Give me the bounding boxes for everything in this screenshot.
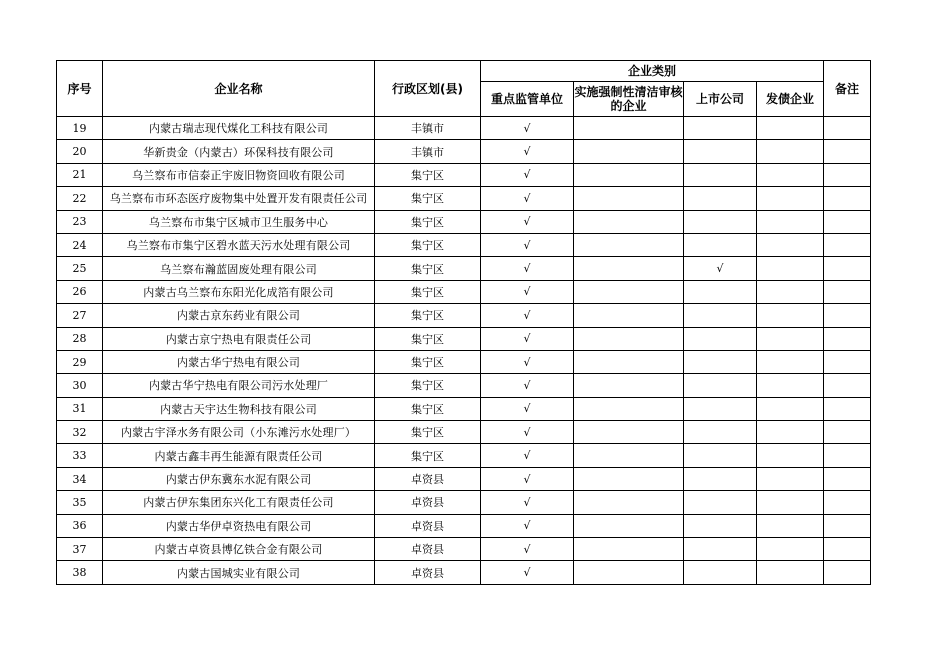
cell-key-monitor: √ [481, 514, 574, 537]
header-category: 企业类别 [481, 61, 824, 82]
cell-district: 集宁区 [375, 304, 481, 327]
cell-name: 内蒙古国城实业有限公司 [103, 561, 375, 584]
header-bond: 发债企业 [757, 82, 824, 117]
cell-clean-audit [574, 327, 684, 350]
cell-bond [757, 280, 824, 303]
cell-listed [684, 444, 757, 467]
cell-remark [824, 421, 871, 444]
cell-seq: 34 [57, 467, 103, 490]
cell-bond [757, 374, 824, 397]
cell-seq: 25 [57, 257, 103, 280]
cell-key-monitor: √ [481, 304, 574, 327]
cell-bond [757, 140, 824, 163]
cell-name: 内蒙古伊东冀东水泥有限公司 [103, 467, 375, 490]
cell-listed [684, 514, 757, 537]
cell-clean-audit [574, 444, 684, 467]
cell-remark [824, 561, 871, 584]
header-clean-audit: 实施强制性清洁审核的企业 [574, 82, 684, 117]
header-key-monitor: 重点监管单位 [481, 82, 574, 117]
cell-clean-audit [574, 140, 684, 163]
table-row [57, 444, 871, 467]
table-row [57, 327, 871, 350]
cell-listed [684, 187, 757, 210]
cell-bond [757, 491, 824, 514]
cell-key-monitor: √ [481, 561, 574, 584]
cell-clean-audit [574, 421, 684, 444]
cell-key-monitor: √ [481, 491, 574, 514]
table-row [57, 467, 871, 490]
cell-seq: 37 [57, 538, 103, 561]
cell-listed [684, 117, 757, 140]
cell-district: 卓资县 [375, 561, 481, 584]
cell-bond [757, 444, 824, 467]
header-district: 行政区划(县) [375, 61, 481, 117]
cell-remark [824, 257, 871, 280]
cell-remark [824, 514, 871, 537]
cell-key-monitor: √ [481, 467, 574, 490]
cell-district: 卓资县 [375, 491, 481, 514]
cell-seq: 29 [57, 350, 103, 373]
cell-key-monitor: √ [481, 374, 574, 397]
cell-key-monitor: √ [481, 233, 574, 256]
cell-remark [824, 491, 871, 514]
cell-seq: 24 [57, 233, 103, 256]
cell-key-monitor: √ [481, 140, 574, 163]
cell-name: 内蒙古瑞志现代煤化工科技有限公司 [103, 117, 375, 140]
cell-remark [824, 210, 871, 233]
cell-remark [824, 163, 871, 186]
cell-district: 卓资县 [375, 467, 481, 490]
cell-district: 集宁区 [375, 421, 481, 444]
table-row [57, 163, 871, 186]
table-body [57, 117, 871, 585]
cell-seq: 38 [57, 561, 103, 584]
cell-bond [757, 233, 824, 256]
cell-remark [824, 187, 871, 210]
cell-name: 乌兰察布市环态医疗废物集中处置开发有限责任公司 [103, 187, 375, 210]
cell-seq: 32 [57, 421, 103, 444]
cell-listed [684, 140, 757, 163]
cell-key-monitor: √ [481, 257, 574, 280]
cell-district: 集宁区 [375, 187, 481, 210]
table-row [57, 514, 871, 537]
table-row [57, 561, 871, 584]
cell-district: 集宁区 [375, 374, 481, 397]
cell-seq: 26 [57, 280, 103, 303]
cell-remark [824, 280, 871, 303]
cell-bond [757, 538, 824, 561]
cell-seq: 19 [57, 117, 103, 140]
cell-listed [684, 538, 757, 561]
table-row [57, 304, 871, 327]
header-remark: 备注 [824, 61, 871, 117]
cell-listed [684, 327, 757, 350]
cell-name: 内蒙古鑫丰再生能源有限责任公司 [103, 444, 375, 467]
cell-seq: 28 [57, 327, 103, 350]
cell-name: 华新贵金（内蒙古）环保科技有限公司 [103, 140, 375, 163]
cell-seq: 22 [57, 187, 103, 210]
cell-bond [757, 421, 824, 444]
table-row [57, 187, 871, 210]
cell-remark [824, 538, 871, 561]
cell-bond [757, 397, 824, 420]
header-seq: 序号 [57, 61, 103, 117]
cell-name: 内蒙古京东药业有限公司 [103, 304, 375, 327]
cell-bond [757, 350, 824, 373]
cell-bond [757, 117, 824, 140]
cell-clean-audit [574, 491, 684, 514]
cell-seq: 23 [57, 210, 103, 233]
cell-district: 集宁区 [375, 397, 481, 420]
cell-key-monitor: √ [481, 397, 574, 420]
table-row [57, 397, 871, 420]
cell-seq: 33 [57, 444, 103, 467]
cell-name: 内蒙古卓资县博亿铁合金有限公司 [103, 538, 375, 561]
cell-district: 集宁区 [375, 327, 481, 350]
cell-key-monitor: √ [481, 163, 574, 186]
header-name: 企业名称 [103, 61, 375, 117]
cell-remark [824, 350, 871, 373]
table-row [57, 538, 871, 561]
table-row [57, 140, 871, 163]
cell-name: 内蒙古华宁热电有限公司 [103, 350, 375, 373]
cell-name: 内蒙古华伊卓资热电有限公司 [103, 514, 375, 537]
cell-key-monitor: √ [481, 327, 574, 350]
cell-listed [684, 163, 757, 186]
cell-key-monitor: √ [481, 280, 574, 303]
cell-clean-audit [574, 304, 684, 327]
cell-seq: 20 [57, 140, 103, 163]
cell-listed [684, 280, 757, 303]
cell-clean-audit [574, 257, 684, 280]
cell-district: 集宁区 [375, 233, 481, 256]
cell-name: 内蒙古宇泽水务有限公司（小东滩污水处理厂） [103, 421, 375, 444]
cell-seq: 35 [57, 491, 103, 514]
cell-seq: 31 [57, 397, 103, 420]
cell-district: 集宁区 [375, 163, 481, 186]
cell-remark [824, 233, 871, 256]
cell-listed [684, 397, 757, 420]
cell-clean-audit [574, 374, 684, 397]
cell-seq: 21 [57, 163, 103, 186]
cell-listed [684, 491, 757, 514]
cell-district: 集宁区 [375, 210, 481, 233]
cell-listed [684, 350, 757, 373]
table-row [57, 117, 871, 140]
cell-listed [684, 561, 757, 584]
cell-listed [684, 421, 757, 444]
cell-listed: √ [684, 257, 757, 280]
cell-clean-audit [574, 350, 684, 373]
cell-name: 内蒙古华宁热电有限公司污水处理厂 [103, 374, 375, 397]
cell-name: 内蒙古伊东集团东兴化工有限责任公司 [103, 491, 375, 514]
cell-name: 乌兰察布市集宁区城市卫生服务中心 [103, 210, 375, 233]
cell-remark [824, 444, 871, 467]
cell-bond [757, 514, 824, 537]
cell-district: 卓资县 [375, 538, 481, 561]
table-row [57, 280, 871, 303]
table-row [57, 233, 871, 256]
cell-key-monitor: √ [481, 444, 574, 467]
cell-listed [684, 210, 757, 233]
cell-district: 卓资县 [375, 514, 481, 537]
cell-clean-audit [574, 233, 684, 256]
table-row [57, 350, 871, 373]
cell-listed [684, 233, 757, 256]
cell-remark [824, 117, 871, 140]
cell-clean-audit [574, 163, 684, 186]
enterprise-table [56, 60, 871, 585]
cell-clean-audit [574, 514, 684, 537]
cell-seq: 36 [57, 514, 103, 537]
cell-bond [757, 327, 824, 350]
cell-clean-audit [574, 467, 684, 490]
cell-bond [757, 304, 824, 327]
cell-clean-audit [574, 210, 684, 233]
cell-bond [757, 163, 824, 186]
cell-remark [824, 397, 871, 420]
cell-bond [757, 187, 824, 210]
cell-key-monitor: √ [481, 187, 574, 210]
cell-district: 集宁区 [375, 257, 481, 280]
cell-name: 内蒙古京宁热电有限责任公司 [103, 327, 375, 350]
cell-bond [757, 467, 824, 490]
cell-clean-audit [574, 397, 684, 420]
cell-clean-audit [574, 280, 684, 303]
header-listed: 上市公司 [684, 82, 757, 117]
cell-remark [824, 374, 871, 397]
cell-clean-audit [574, 561, 684, 584]
cell-key-monitor: √ [481, 117, 574, 140]
table-row [57, 421, 871, 444]
cell-seq: 27 [57, 304, 103, 327]
cell-listed [684, 304, 757, 327]
cell-remark [824, 304, 871, 327]
cell-clean-audit [574, 187, 684, 210]
cell-seq: 30 [57, 374, 103, 397]
cell-name: 乌兰察布市信泰正宇废旧物资回收有限公司 [103, 163, 375, 186]
cell-bond [757, 257, 824, 280]
cell-key-monitor: √ [481, 210, 574, 233]
table-row [57, 374, 871, 397]
cell-key-monitor: √ [481, 538, 574, 561]
cell-remark [824, 467, 871, 490]
cell-name: 内蒙古天宇达生物科技有限公司 [103, 397, 375, 420]
cell-district: 丰镇市 [375, 140, 481, 163]
table-row [57, 257, 871, 280]
cell-remark [824, 140, 871, 163]
cell-remark [824, 327, 871, 350]
cell-district: 集宁区 [375, 444, 481, 467]
cell-clean-audit [574, 538, 684, 561]
cell-name: 乌兰察布瀚蓝固废处理有限公司 [103, 257, 375, 280]
cell-bond [757, 561, 824, 584]
cell-name: 乌兰察布市集宁区碧水蓝天污水处理有限公司 [103, 233, 375, 256]
cell-key-monitor: √ [481, 421, 574, 444]
table-row [57, 210, 871, 233]
cell-district: 丰镇市 [375, 117, 481, 140]
cell-district: 集宁区 [375, 350, 481, 373]
cell-name: 内蒙古乌兰察布东阳光化成箔有限公司 [103, 280, 375, 303]
cell-clean-audit [574, 117, 684, 140]
table-row [57, 491, 871, 514]
cell-listed [684, 374, 757, 397]
cell-key-monitor: √ [481, 350, 574, 373]
cell-listed [684, 467, 757, 490]
cell-bond [757, 210, 824, 233]
cell-district: 集宁区 [375, 280, 481, 303]
